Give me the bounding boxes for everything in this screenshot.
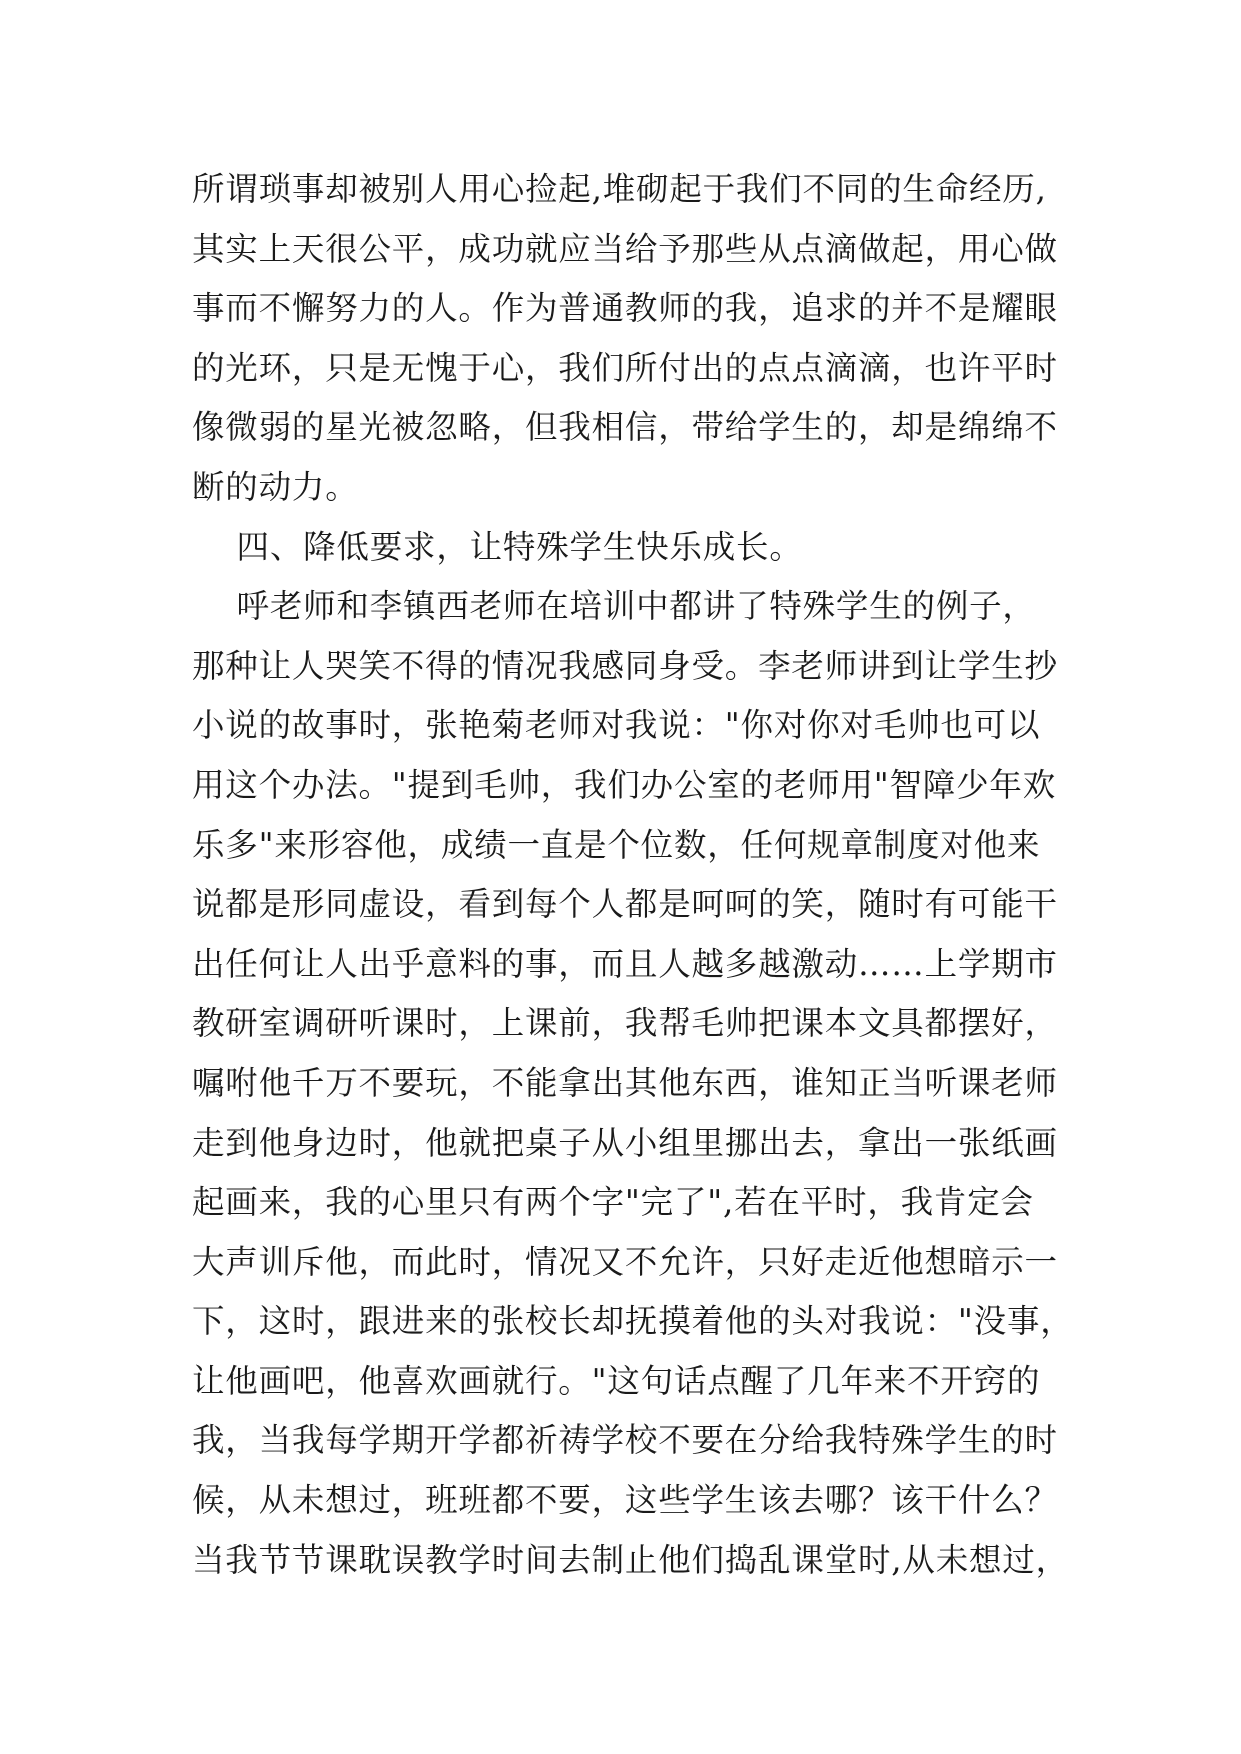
section-heading: 四、降低要求，让特殊学生快乐成长。: [192, 527, 803, 566]
text-line: 让他画吧，他喜欢画就行。"这句话点醒了几年来不开窍的: [192, 1361, 1041, 1400]
text-line: 像微弱的星光被忽略，但我相信，带给学生的，却是绵绵不: [192, 408, 1058, 447]
text-line: 乐多"来形容他，成绩一直是个位数，任何规章制度对他来: [192, 825, 1041, 864]
body-text: [192, 160, 1072, 1590]
text-line: 的光环，只是无愧于心，我们所付出的点点滴滴，也许平时: [192, 348, 1058, 387]
text-line: 所谓琐事却被别人用心捡起,堆砌起于我们不同的生命经历,: [192, 170, 1047, 208]
text-line: 出任何让人出乎意料的事，而且人越多越激动……上学期市: [192, 944, 1058, 983]
text-line: 其实上天很公平，成功就应当给予那些从点滴做起，用心做: [192, 229, 1058, 268]
text-line: 说都是形同虚设，看到每个人都是呵呵的笑，随时有可能干: [192, 885, 1058, 924]
text-line: 候，从未想过，班班都不要，这些学生该去哪？该干什么？: [192, 1481, 1058, 1520]
text-line: 大声训斥他，而此时，情况又不允许，只好走近他想暗示一: [192, 1242, 1058, 1281]
text-line: 用这个办法。"提到毛帅，我们办公室的老师用"智障少年欢: [192, 765, 1056, 804]
text-line: 小说的故事时，张艳菊老师对我说："你对你对毛帅也可以: [192, 706, 1041, 745]
text-line: 下，这时，跟进来的张校长却抚摸着他的头对我说："没事，: [192, 1302, 1074, 1341]
text-line: 那种让人哭笑不得的情况我感同身受。李老师讲到让学生抄: [192, 646, 1058, 685]
text-line: 起画来，我的心里只有两个字"完了",若在平时，我肯定会: [192, 1183, 1034, 1222]
text-line: 事而不懈努力的人。作为普通教师的我，追求的并不是耀眼: [192, 289, 1058, 328]
text-line: 走到他身边时，他就把桌子从小组里挪出去，拿出一张纸画: [192, 1123, 1058, 1162]
text-line: 呼老师和李镇西老师在培训中都讲了特殊学生的例子，: [192, 587, 1036, 626]
text-line: 教研室调研听课时，上课前，我帮毛帅把课本文具都摆好，: [192, 1004, 1058, 1043]
text-line: 嘱咐他千万不要玩，不能拿出其他东西，谁知正当听课老师: [192, 1063, 1058, 1102]
text-line: 我，当我每学期开学都祈祷学校不要在分给我特殊学生的时: [192, 1421, 1058, 1460]
text-line: 断的动力。: [192, 467, 359, 506]
text-line: 当我节节课耽误教学时间去制止他们捣乱课堂时,从未想过，: [192, 1540, 1069, 1579]
